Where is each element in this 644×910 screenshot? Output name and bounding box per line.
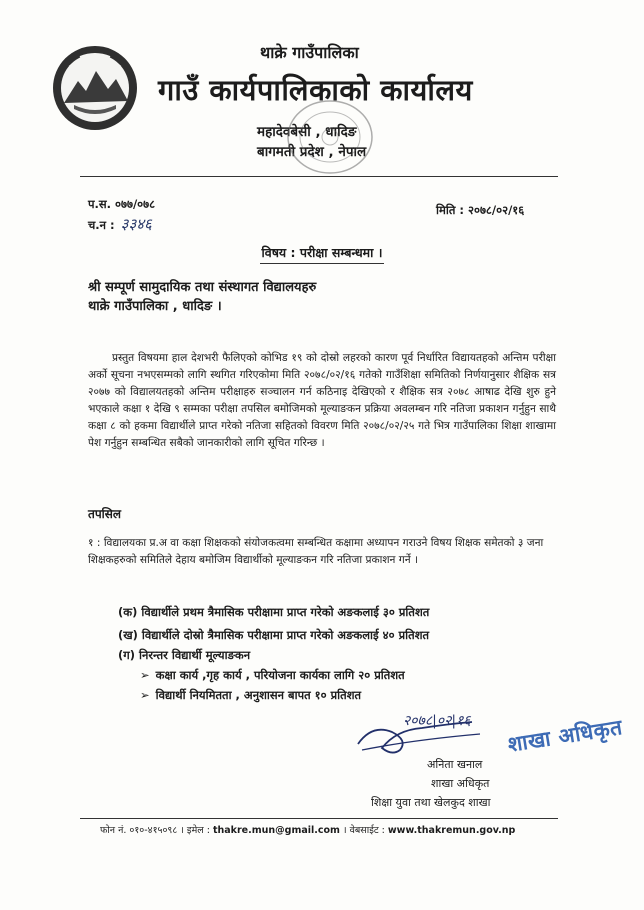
office-seal-stamp <box>283 95 378 180</box>
signatory-name: अनिता खनाल <box>427 758 483 771</box>
footer-contact <box>100 823 515 836</box>
footer-email[interactable]: thakre.mun@gmail.com <box>212 825 340 836</box>
letter-date: मिति : २०७८/०२/१६ <box>436 203 525 217</box>
office-province: बागमती प्रदेश , नेपाल <box>257 144 367 160</box>
dispatch-label: च.न : <box>88 218 115 232</box>
criteria-item-kha: (ख) विद्यार्थीले दोस्रो त्रैमासिक परीक्षामा प्राप्त गरेको अङकलाई ४० प्रतिशत <box>118 628 430 642</box>
signatory-post: शाखा अधिकृत <box>431 777 490 790</box>
criteria-bullet-text: विद्यार्थी नियमितता , अनुशासन बापत १० प्रतिशत <box>155 688 362 702</box>
footer-website[interactable]: www.thakremun.gov.np <box>387 825 516 836</box>
arrow-bullet-icon: ➢ <box>140 688 150 702</box>
nepal-emblem-icon <box>50 43 140 133</box>
details-point-1: १ : विद्यालयका प्र.अ वा कक्षा शिक्षकको संयोजकत्वमा सम्बन्धित कक्षामा अध्यापन गराउने विषय शिक्षक समेतको ३ जना शिक्षकहरुको समितिले देहाय बमोजिम विद्यार्थीको मूल्याङकन गरि नतिजा प्रकाशन गर्ने । <box>88 537 544 567</box>
header-divider <box>80 176 558 177</box>
signature-date: २०७८|०२|१६ <box>403 713 471 729</box>
footer-website-label: । वेबसाईट : <box>342 825 385 836</box>
letter-subject-text: विषय : परीक्षा सम्बन्धमा । <box>260 244 385 264</box>
footer-phone: फोन नं. ०१०-४१५०९८ । इमेल : <box>100 825 210 836</box>
criteria-item-ka: (क) विद्यार्थीले प्रथम त्रैमासिक परीक्षामा प्राप्त गरेको अङकलाई ३० प्रतिशत <box>118 605 430 619</box>
details-heading: तपसिल <box>88 507 122 521</box>
office-location: महादेवबेसी , धादिङ <box>257 124 357 140</box>
letter-body: प्रस्तुत विषयमा हाल देशभरी फैलिएको कोभिड १९ को दोस्रो लहरको कारण पूर्व निर्धारित विद्यायतहको अन्तिम परीक्षा अर्को सूचना नभएसम्मको लागि स्थगित गरिएकोमा मिति २०७८/०२/१६ गतेको गाउँशिक्षा समितिको निर्णयानुसार शैक्षिक सत्र २०७७ को विद्यालयतहको अन्तिम परीक्षाहरु सञ्चालन गर्न कठिनाइ देखिएको र शैक्षिक सत्र २०७८ आषाढ देखि शुरु हुने भएकाले कक्षा १ देखि ९ सम्मका परीक्षा तपसिल बमोजिमको मूल्याङकन प्रक्रिया अवलम्बन गरि नतिजा प्रकाशन गर्नुहुन साथै कक्षा ८ को हकमा विद्यार्थीले प्राप्त गरेको नतिजा सहितको विवरण मिति २०७८/०२/२५ गते भित्र गाउँपालिका शिक्षा शाखामा पेश गर्नुहुन सम्बन्धित सबैको जानकारीको लागि सूचित गरिन्छ । <box>88 352 556 450</box>
letter-reference-number: प.स. ०७७/०७८ <box>88 197 156 211</box>
office-title: गाउँ कार्यपालिकाको कार्यालय <box>158 73 473 107</box>
criteria-bullet-text: कक्षा कार्य ,गृह कार्य , परियोजना कार्यका लागि २० प्रतिशत <box>155 668 405 682</box>
arrow-bullet-icon: ➢ <box>140 668 150 682</box>
letter-subject <box>0 244 644 264</box>
dispatch-number <box>88 214 152 234</box>
criteria-item-ga: (ग) निरन्तर विद्यार्थी मूल्याङकन <box>118 648 251 662</box>
addressee-line-1: श्री सम्पूर्ण सामुदायिक तथा संस्थागत विद्यालयहरु <box>88 280 317 295</box>
criteria-bullet <box>140 688 361 703</box>
footer-divider <box>80 818 558 819</box>
addressee-line-2: थाक्रे गाउँपालिका , धादिङ । <box>88 299 222 314</box>
municipality-name: थाक्रे गाउँपालिका <box>260 43 359 62</box>
dispatch-number-handwritten: ३३४६ <box>120 215 152 233</box>
criteria-bullet <box>140 668 405 683</box>
officer-stamp: शाखा अधिकृत <box>506 715 625 757</box>
signatory-department: शिक्षा युवा तथा खेलकुद शाखा <box>371 796 491 809</box>
